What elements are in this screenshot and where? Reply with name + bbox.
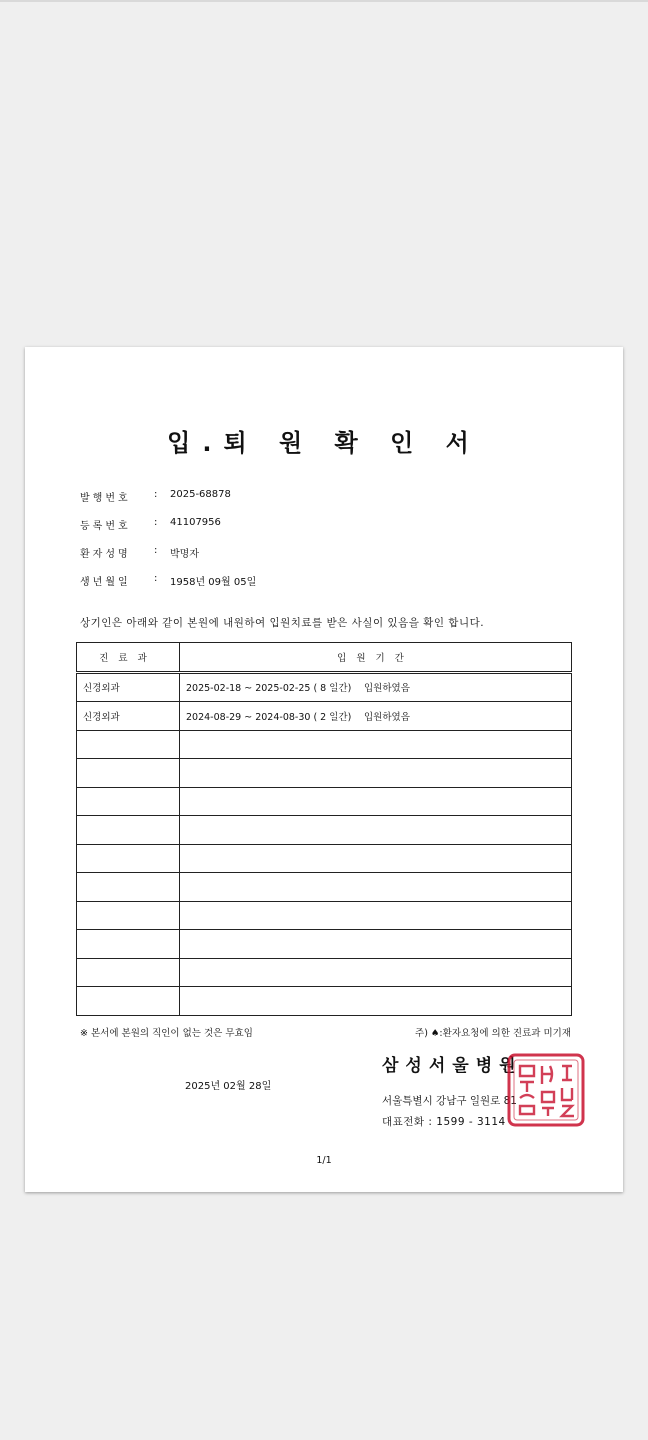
hospital-address: 서울특별시 강남구 일원로 81: [382, 1095, 517, 1107]
note-footnote: 주) ♠:환자요청에 의한 진료과 미기재: [415, 1028, 571, 1039]
field-registration-number: [80, 517, 221, 532]
table-row: [77, 672, 572, 702]
cell-period: [180, 702, 572, 731]
header-department: 진료과: [77, 643, 180, 673]
empty-cell: [180, 816, 572, 845]
empty-cell: [180, 730, 572, 759]
cell-department: 신경외과: [77, 702, 180, 731]
field-value: 1958년 09월 05일: [170, 577, 257, 588]
hospital-seal-icon: [506, 1052, 586, 1128]
status-text: 입원하였음: [364, 683, 410, 695]
empty-row: [77, 901, 572, 930]
field-issue-number: [80, 489, 231, 504]
empty-cell: [77, 844, 180, 873]
field-label: 등록번호: [80, 521, 131, 532]
empty-cell: [77, 958, 180, 987]
empty-cell: [77, 730, 180, 759]
empty-row: [77, 958, 572, 987]
empty-cell: [180, 958, 572, 987]
empty-cell: [180, 759, 572, 788]
page-number: 1/1: [316, 1155, 332, 1166]
empty-row: [77, 730, 572, 759]
top-bar: [0, 0, 648, 2]
empty-cell: [77, 816, 180, 845]
empty-cell: [77, 759, 180, 788]
hospital-phone: 대표전화 : 1599 - 3114: [382, 1116, 506, 1128]
admission-table: [76, 642, 572, 1016]
hospital-name: 삼성서울병원: [382, 1056, 523, 1076]
period-text: 2025-02-18 ~ 2025-02-25 ( 8 일간): [186, 683, 352, 695]
document-page: [25, 347, 623, 1192]
period-text: 2024-08-29 ~ 2024-08-30 ( 2 일간): [186, 711, 352, 723]
field-colon: :: [154, 573, 158, 584]
field-label: 발행번호: [80, 493, 131, 504]
empty-row: [77, 759, 572, 788]
field-value: 박명자: [170, 549, 199, 560]
empty-cell: [180, 987, 572, 1016]
empty-row: [77, 844, 572, 873]
field-colon: :: [154, 517, 158, 528]
issue-date: 2025년 02월 28일: [185, 1081, 272, 1092]
empty-row: [77, 930, 572, 959]
empty-cell: [77, 930, 180, 959]
table-row: [77, 702, 572, 731]
field-birth-date: [80, 573, 256, 588]
empty-cell: [77, 987, 180, 1016]
empty-cell: [180, 873, 572, 902]
header-admission-period: 입원기간: [180, 643, 572, 673]
empty-cell: [77, 901, 180, 930]
field-label: 환자성명: [80, 549, 131, 560]
empty-row: [77, 787, 572, 816]
validity-footnote: ※ 본서에 본원의 직인이 없는 것은 무효임: [80, 1028, 253, 1039]
empty-row: [77, 873, 572, 902]
empty-cell: [180, 844, 572, 873]
empty-cell: [180, 901, 572, 930]
field-colon: :: [154, 545, 158, 556]
empty-row: [77, 816, 572, 845]
cell-department: 신경외과: [77, 672, 180, 702]
status-text: 입원하였음: [364, 711, 410, 723]
cell-period: [180, 672, 572, 702]
empty-row: [77, 987, 572, 1016]
field-value: 41107956: [170, 517, 221, 528]
field-label: 생년월일: [80, 577, 131, 588]
empty-cell: [77, 787, 180, 816]
empty-cell: [77, 873, 180, 902]
confirmation-statement: 상기인은 아래와 같이 본원에 내원하여 입원치료를 받은 사실이 있음을 확인 합니다.: [80, 617, 485, 629]
field-value: 2025-68878: [170, 489, 231, 500]
empty-cell: [180, 787, 572, 816]
field-patient-name: [80, 545, 199, 560]
document-title: 입.퇴 원 확 인 서: [167, 429, 481, 457]
table-header-row: [77, 643, 572, 673]
field-colon: :: [154, 489, 158, 500]
empty-cell: [180, 930, 572, 959]
